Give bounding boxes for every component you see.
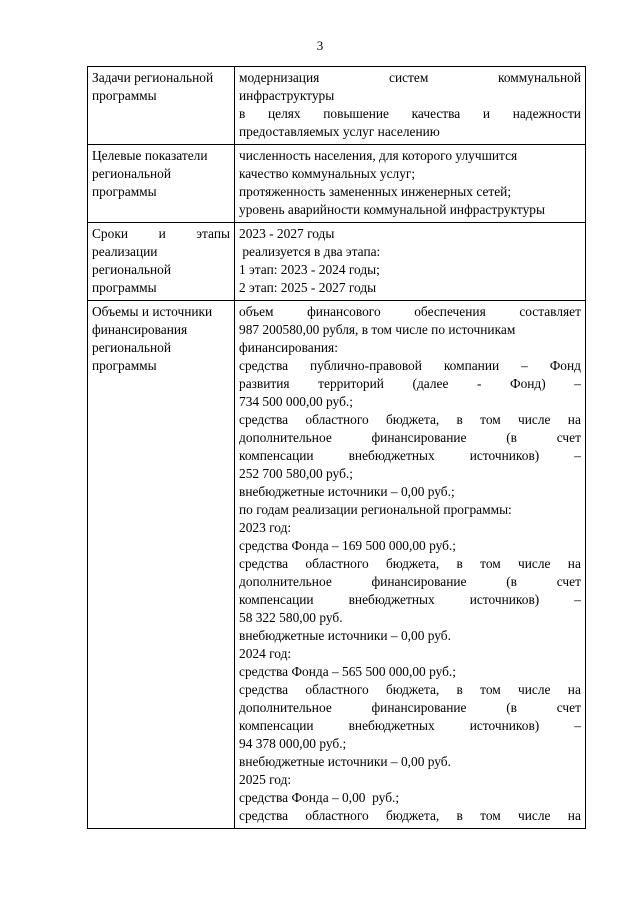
row-label-line: региональной [92,340,172,355]
row-value-line: средства областного бюджета, в том числе на [239,682,581,697]
row-label-line: программы [92,88,157,103]
row-label-line: реализации [92,244,158,259]
row-label-line: региональной [92,166,172,181]
row-value-line: средства областного бюджета, в том числе на [239,808,581,823]
row-value-line: средства областного бюджета, в том числе на [239,412,581,427]
row-value-line: 2 этап: 2025 - 2027 годы [239,280,377,295]
row-value-line: 2025 год: [239,772,292,787]
table-row [88,67,586,145]
row-value-line: в целях повышение качества и надежности [239,106,581,121]
row-value-line: финансирования: [239,340,338,355]
row-value-line: средства Фонда – 169 500 000,00 руб.; [239,538,456,553]
row-label-line: Задачи региональной [92,70,214,85]
row-label-line: программы [92,280,157,295]
row-label-line: Сроки и этапы [92,226,230,241]
row-value-line: дополнительное финансирование (в счет [239,430,581,445]
row-value-line: 94 378 000,00 руб.; [239,736,347,751]
row-value-line: качество коммунальных услуг; [239,166,416,181]
row-label-cell [88,223,235,301]
row-value-cell [235,145,586,223]
row-value-line: средства публично-правовой компании – Фонд [239,358,581,373]
row-value-line: 987 200580,00 рубля, в том числе по источникам [239,322,516,337]
row-value-line: по годам реализации региональной программы: [239,502,512,517]
table-row [88,301,586,829]
row-value-line: объем финансового обеспечения составляет [239,304,581,319]
row-value-line: внебюджетные источники – 0,00 руб. [239,628,451,643]
row-value-line: 2023 - 2027 годы [239,226,335,241]
row-label-line: Целевые показатели [92,148,208,163]
row-value-cell [235,301,586,829]
row-label-line: финансирования [92,322,188,337]
program-passport-table [87,66,586,829]
row-value-line: средства Фонда – 0,00 руб.; [239,790,400,805]
row-value-line: 252 700 580,00 руб.; [239,466,353,481]
row-value-line: внебюджетные источники – 0,00 руб.; [239,484,455,499]
row-value-line: численность населения, для которого улучшится [239,148,518,163]
row-value-line: средства Фонда – 565 500 000,00 руб.; [239,664,456,679]
row-value-line: средства областного бюджета, в том числе на [239,556,581,571]
row-value-line: предоставляемых услуг населению [239,124,440,139]
row-value-line: развития территорий (далее - Фонд) – [239,376,581,391]
row-value-line: 58 322 580,00 руб. [239,610,343,625]
row-value-line: дополнительное финансирование (в счет [239,700,581,715]
row-label-line: программы [92,184,157,199]
row-value-cell [235,67,586,145]
row-label-cell [88,67,235,145]
row-value-line: реализуется в два этапа: [239,244,381,259]
row-value-cell [235,223,586,301]
row-label-line: региональной [92,262,172,277]
row-value-line: компенсации внебюджетных источников) – [239,718,581,733]
row-label-line: программы [92,358,157,373]
row-value-line: внебюджетные источники – 0,00 руб. [239,754,451,769]
row-value-line: компенсации внебюджетных источников) – [239,592,581,607]
row-value-line: дополнительное финансирование (в счет [239,574,581,589]
row-value-line: 1 этап: 2023 - 2024 годы; [239,262,380,277]
row-value-line: 2024 год: [239,646,292,661]
row-value-line: 2023 год: [239,520,292,535]
row-value-line: модернизация систем коммунальной [239,70,581,85]
table-row [88,223,586,301]
page-number: 3 [316,38,324,53]
row-label-line: Объемы и источники [92,304,213,319]
row-value-line: 734 500 000,00 руб.; [239,394,353,409]
row-value-line: уровень аварийности коммунальной инфраструктуры [239,202,545,217]
row-value-line: компенсации внебюджетных источников) – [239,448,581,463]
row-label-cell [88,301,235,829]
row-value-line: протяженность замененных инженерных сетей; [239,184,512,199]
row-value-line: инфраструктуры [239,88,335,103]
table-row [88,145,586,223]
row-label-cell [88,145,235,223]
